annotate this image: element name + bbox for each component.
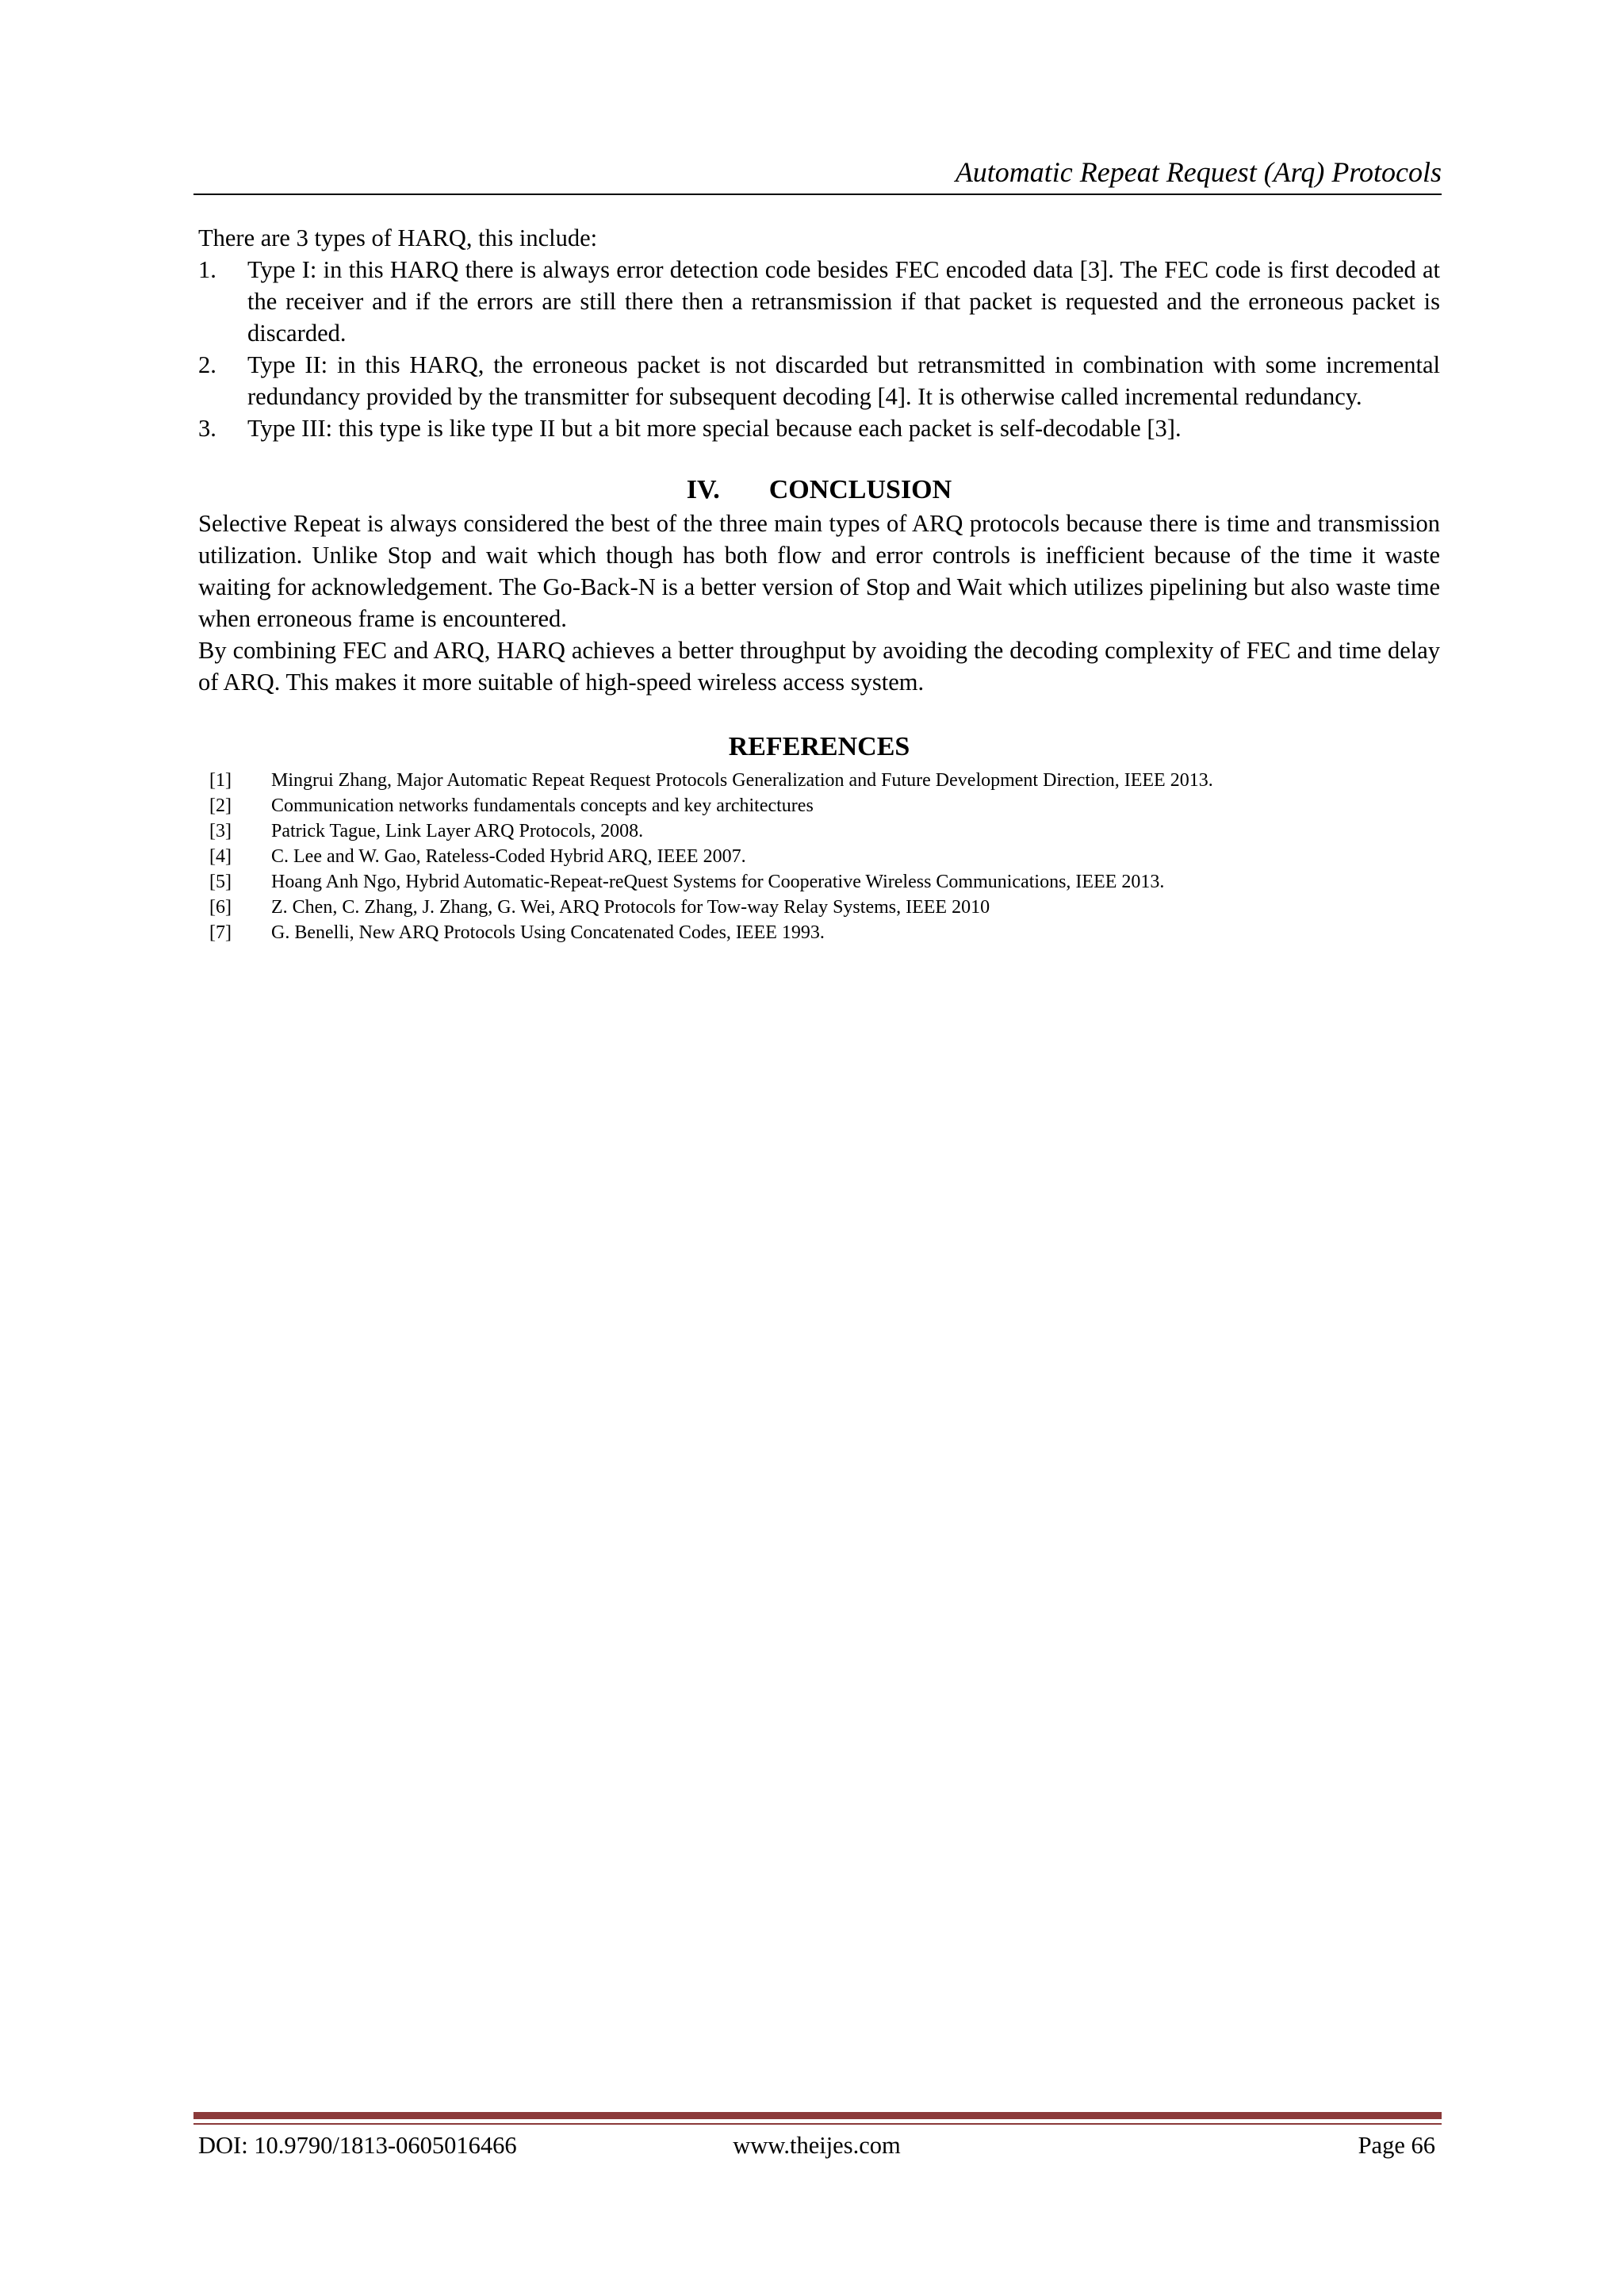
reference-number: [2]: [209, 795, 232, 816]
reference-text: Z. Chen, C. Zhang, J. Zhang, G. Wei, ARQ Protocols for Tow-way Relay Systems, IEEE 2010: [271, 897, 990, 918]
reference-item: [198, 768, 1440, 793]
list-item: [198, 412, 1440, 444]
reference-number: [1]: [209, 770, 232, 791]
footer-bar: [193, 2112, 1442, 2119]
list-number: 2.: [198, 351, 216, 378]
conclusion-paragraph: By combining FEC and ARQ, HARQ achieves a better throughput by avoiding the decoding complexity of FEC and time delay of ARQ. This makes it more suitable of high-speed wireless access system.: [198, 637, 1440, 696]
reference-item: [198, 920, 1440, 945]
section-number: IV.: [686, 475, 720, 504]
list-number: 3.: [198, 415, 216, 442]
reference-text: Mingrui Zhang, Major Automatic Repeat Request Protocols Generalization and Future Development Direction, IEEE 2013.: [271, 770, 1213, 791]
list-text: Type III: this type is like type II but a bit more special because each packet is self-decodable [3].: [247, 415, 1182, 442]
running-header-title: Automatic Repeat Request (Arq) Protocols: [955, 156, 1442, 188]
references-heading: REFERENCES: [728, 732, 910, 761]
footer-page-number: Page 66: [1358, 2132, 1435, 2159]
list-number: 1.: [198, 256, 216, 283]
conclusion-paragraph: Selective Repeat is always considered the best of the three main types of ARQ protocols because there is time and transmission utilization. Unlike Stop and wait which though has both flow and error controls is inefficient because of the time it waste waiting for acknowledgement. The Go-Back-N is a better version of Stop and Wait which utilizes pipelining but also waste time when erroneous frame is encountered.: [198, 510, 1440, 632]
references-list: [198, 768, 1440, 945]
list-item: [198, 254, 1440, 349]
harq-intro: There are 3 types of HARQ, this include:: [198, 224, 598, 251]
section-title: CONCLUSION: [768, 475, 952, 504]
reference-item: [198, 844, 1440, 869]
harq-types-list: [198, 254, 1440, 444]
header-rule: [193, 194, 1442, 195]
footer-website: www.theijes.com: [733, 2132, 901, 2159]
reference-text: Hoang Anh Ngo, Hybrid Automatic-Repeat-reQuest Systems for Cooperative Wireless Communications, IEEE 2013.: [271, 872, 1165, 892]
reference-text: G. Benelli, New ARQ Protocols Using Concatenated Codes, IEEE 1993.: [271, 922, 825, 943]
reference-item: [198, 895, 1440, 920]
list-text: Type II: in this HARQ, the erroneous packet is not discarded but retransmitted in combination with some incremental redundancy provided by the transmitter for subsequent decoding [4]. It is otherwise called incremental redundancy.: [247, 351, 1440, 410]
list-item: [198, 349, 1440, 412]
reference-item: [198, 818, 1440, 844]
reference-number: [4]: [209, 846, 232, 867]
reference-number: [7]: [209, 922, 232, 943]
conclusion-heading: [198, 473, 1440, 508]
footer-rule: [193, 2123, 1442, 2125]
reference-text: Patrick Tague, Link Layer ARQ Protocols, 2008.: [271, 821, 644, 841]
reference-item: [198, 869, 1440, 895]
reference-text: Communication networks fundamentals concepts and key architectures: [271, 795, 814, 816]
reference-number: [5]: [209, 872, 232, 892]
reference-number: [3]: [209, 821, 232, 841]
footer-doi: DOI: 10.9790/1813-0605016466: [198, 2132, 517, 2159]
reference-text: C. Lee and W. Gao, Rateless-Coded Hybrid ARQ, IEEE 2007.: [271, 846, 746, 867]
list-text: Type I: in this HARQ there is always error detection code besides FEC encoded data [3]. The FEC code is first decoded at the receiver and if the errors are still there then a retransmission if that packet is requested and the erroneous packet is discarded.: [247, 256, 1440, 347]
reference-item: [198, 793, 1440, 818]
reference-number: [6]: [209, 897, 232, 918]
page-content: [198, 222, 1440, 945]
